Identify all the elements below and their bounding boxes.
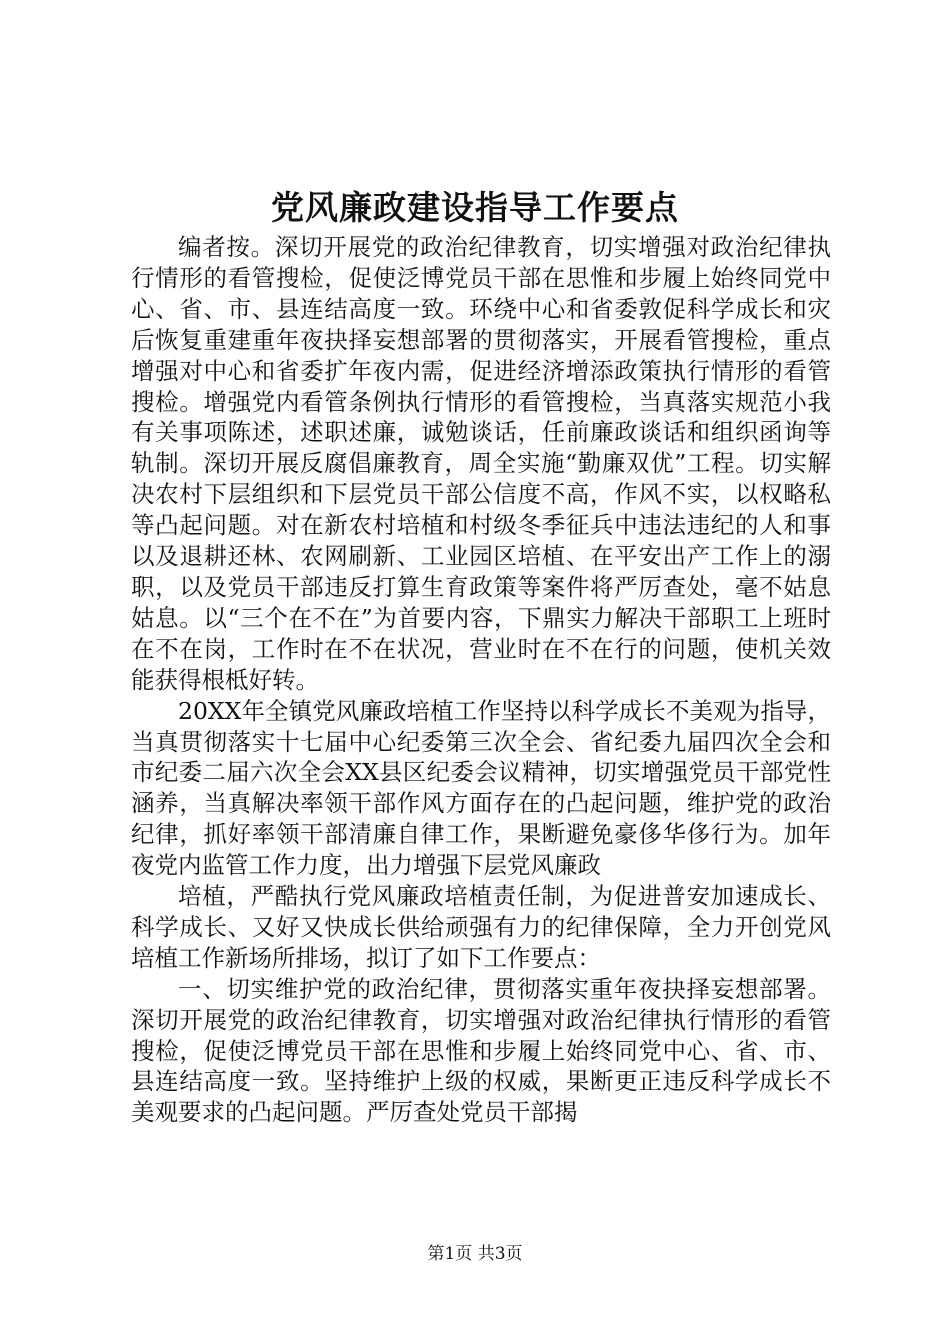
paragraph-plan-continued: 培植，严酷执行党风廉政培植责任制，为促进普安加速成长、科学成长、又好又快成长供给顽强有力的纪律保障，全力开创党风培植工作新场所排场，拟订了如下工作要点： bbox=[131, 882, 831, 972]
document-body bbox=[131, 232, 831, 1128]
paragraph-annual-plan: 20XX年全镇党风廉政培植工作坚持以科学成长不美观为指导，当真贯彻落实十七届中心纪委第三次全会、省纪委九届四次全会和市纪委二届六次全会XX县区纪委会议精神，切实增强党员干部党性涵养，当真解决率领干部作风方面存在的凸起问题，维护党的政治纪律，抓好率领干部清廉自律工作，果断避免豪侈华侈行为。加年夜党内监管工作力度，出力增强下层党风廉政 bbox=[131, 696, 831, 880]
paragraph-section-one: 一、切实维护党的政治纪律，贯彻落实重年夜抉择妄想部署。深切开展党的政治纪律教育，切实增强对政治纪律执行情形的看管搜检，促使泛博党员干部在思惟和步履上始终同党中心、省、市、县连结高度一致。坚持维护上级的权威，果断更正违反科学成长不美观要求的凸起问题。严厉查处党员干部揭 bbox=[131, 974, 831, 1127]
page-footer: 第1页 共3页 bbox=[427, 1244, 523, 1264]
document-title: 党风廉政建设指导工作要点 bbox=[271, 188, 679, 227]
paragraph-editor-note: 编者按。深切开展党的政治纪律教育，切实增强对政治纪律执行情形的看管搜检，促使泛博党员干部在思惟和步履上始终同党中心、省、市、县连结高度一致。环绕中心和省委敦促科学成长和灾后恢复重建重年夜抉择妄想部署的贯彻落实，开展看管搜检，重点增强对中心和省委扩年夜内需，促进经济增添政策执行情形的看管搜检。增强党内看管条例执行情形的看管搜检，当真落实规范小我有关事项陈述，述职述廉，诚勉谈话，任前廉政谈话和组织函询等轨制。深切开展反腐倡廉教育，周全实施“勤廉双优”工程。切实解决农村下层组织和下层党员干部公信度不高，作风不实，以权略私等凸起问题。对在新农村培植和村级冬季征兵中违法违纪的人和事以及退耕还林、农网刷新、工业园区培植、在平安出产工作上的溺职，以及党员干部违反打算生育政策等案件将严厉查处，毫不姑息姑息。以“三个在不在”为首要内容，下鼎实力解决干部职工上班时在不在岗，工作时在不在状况，营业时在不在行的问题，使机关效能获得根柢好转。 bbox=[131, 233, 831, 694]
